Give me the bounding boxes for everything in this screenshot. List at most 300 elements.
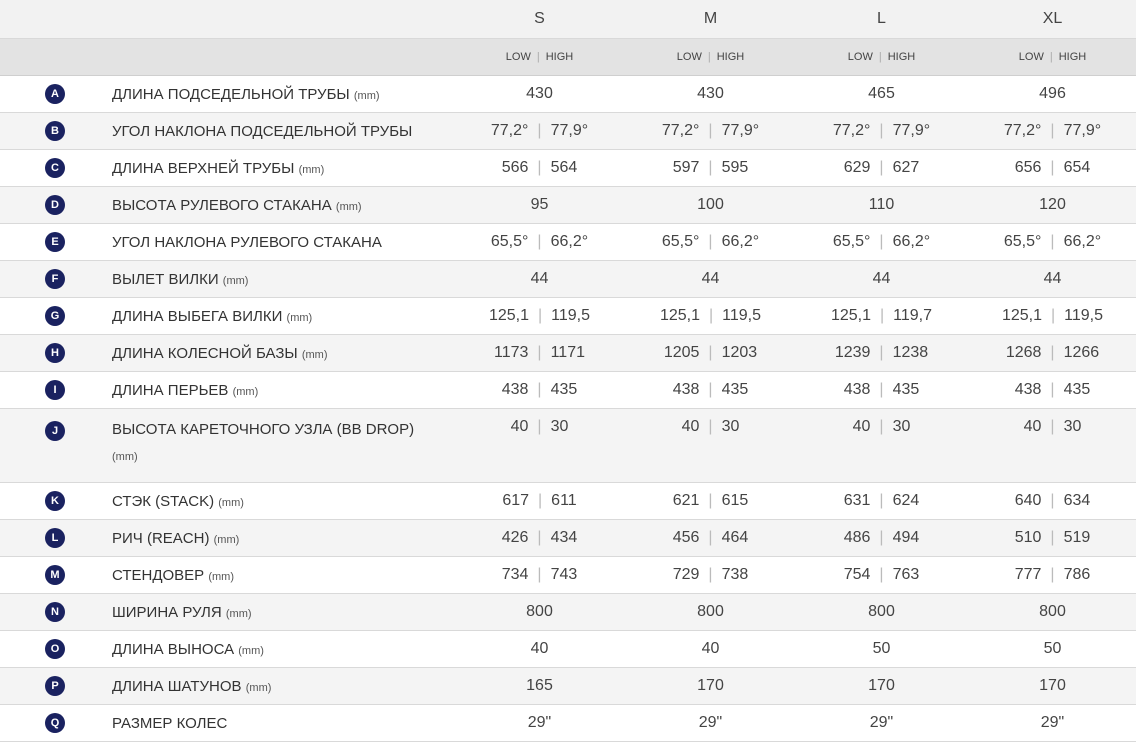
measurement-name-cell [112, 409, 454, 483]
measurement-name-cell [112, 113, 454, 150]
value-cell [967, 372, 1136, 409]
size-header-row [0, 0, 1136, 39]
low-high-pair [502, 381, 578, 399]
value-cell [967, 335, 1136, 372]
value-cell [625, 557, 796, 594]
size-header-xl: XL [967, 0, 1136, 39]
value-cell [625, 298, 796, 335]
measurement-name-cell [112, 483, 454, 520]
low-value: 617 [502, 492, 530, 509]
low-value: 40 [1023, 418, 1042, 435]
measurement-name: ДЛИНА ВЫБЕГА ВИЛКИ [112, 307, 283, 325]
value-cell [454, 705, 625, 742]
table-row [0, 224, 1136, 261]
measurement-name-cell [112, 520, 454, 557]
low-value: 486 [843, 529, 871, 546]
measurement-name: СТЭК (STACK) [112, 492, 215, 510]
badge-cell [0, 409, 112, 483]
value: 170 [868, 677, 895, 694]
low-high-pair [494, 344, 585, 362]
divider: | [1050, 418, 1055, 435]
row-letter-badge: H [45, 343, 65, 363]
value-cell [625, 372, 796, 409]
value-cell [454, 594, 625, 631]
high-label: HIGH [545, 51, 574, 63]
value-cell [967, 187, 1136, 224]
low-high-pair [833, 233, 930, 251]
row-letter-badge: P [45, 676, 65, 696]
high-value: 494 [892, 529, 920, 546]
size-header-l: L [796, 0, 967, 39]
value: 44 [1043, 270, 1062, 287]
measurement-name: ВЫСОТА РУЛЕВОГО СТАКАНА [112, 196, 332, 214]
high-value: 119,5 [1064, 307, 1104, 324]
value-cell [796, 631, 967, 668]
divider: | [707, 51, 711, 63]
badge-cell [0, 520, 112, 557]
low-high-pair [1024, 417, 1082, 437]
header-empty-cell [0, 39, 112, 76]
low-high-pair [489, 307, 590, 325]
high-value: 786 [1063, 566, 1091, 583]
low-high-pair [1004, 122, 1101, 140]
value: 800 [697, 603, 724, 620]
low-value: 656 [1014, 159, 1042, 176]
divider: | [1050, 492, 1055, 509]
low-high-header [625, 39, 796, 76]
table-row [0, 594, 1136, 631]
value: 110 [868, 196, 895, 213]
measurement-name: ДЛИНА ШАТУНОВ [112, 677, 242, 695]
divider: | [709, 307, 714, 324]
low-value: 125,1 [830, 307, 872, 324]
value-cell [967, 557, 1136, 594]
low-high-pair [844, 566, 920, 584]
unit-label: (mm) [208, 570, 235, 583]
row-letter-badge: C [45, 158, 65, 178]
unit-label: (mm) [335, 200, 362, 213]
low-value: 65,5° [661, 233, 700, 250]
table-row [0, 557, 1136, 594]
value-cell [454, 335, 625, 372]
table-row [0, 150, 1136, 187]
high-value: 519 [1063, 529, 1091, 546]
value: 800 [526, 603, 553, 620]
value: 430 [526, 85, 553, 102]
badge-cell [0, 631, 112, 668]
low-high-pair [491, 233, 588, 251]
value: 465 [868, 85, 895, 102]
measurement-name-cell [112, 594, 454, 631]
value-cell [454, 557, 625, 594]
value: 50 [872, 640, 891, 657]
value: 29" [698, 714, 723, 731]
high-value: 434 [550, 529, 578, 546]
value: 29" [869, 714, 894, 731]
divider: | [708, 159, 713, 176]
divider: | [537, 566, 542, 583]
value-cell [796, 298, 967, 335]
measurement-name: ВЫСОТА КАРЕТОЧНОГО УЗЛА (BB DROP) [112, 421, 415, 438]
value-cell [625, 594, 796, 631]
high-value: 66,2° [1063, 233, 1102, 250]
unit-label: (mm) [245, 681, 272, 694]
divider: | [708, 344, 713, 361]
value-cell [967, 224, 1136, 261]
divider: | [708, 566, 713, 583]
measurement-name-cell [112, 668, 454, 705]
measurement-name: ДЛИНА КОЛЕСНОЙ БАЗЫ [112, 344, 298, 362]
table-row [0, 187, 1136, 224]
divider: | [1051, 307, 1056, 324]
high-value: 77,9° [721, 122, 760, 139]
value-cell [625, 409, 796, 483]
high-label: HIGH [716, 51, 745, 63]
low-value: 426 [501, 529, 529, 546]
high-value: 66,2° [721, 233, 760, 250]
low-high-pair [660, 307, 761, 325]
low-high-pair [682, 417, 740, 437]
measurement-name: УГОЛ НАКЛОНА РУЛЕВОГО СТАКАНА [112, 233, 382, 251]
low-high-pair [502, 529, 578, 547]
low-high-header-row [0, 39, 1136, 76]
value-cell [454, 187, 625, 224]
value: 29" [1040, 714, 1065, 731]
table-row [0, 261, 1136, 298]
divider: | [1050, 529, 1055, 546]
low-value: 631 [843, 492, 871, 509]
divider: | [1050, 381, 1055, 398]
value-cell [796, 76, 967, 113]
value-cell [625, 668, 796, 705]
divider: | [1050, 566, 1055, 583]
table-row [0, 372, 1136, 409]
value: 44 [530, 270, 549, 287]
low-high-pair [1002, 307, 1103, 325]
high-value: 66,2° [550, 233, 589, 250]
divider: | [1050, 344, 1055, 361]
low-high-pair [844, 492, 920, 510]
divider: | [708, 381, 713, 398]
high-value: 624 [892, 492, 920, 509]
divider: | [1049, 51, 1053, 63]
badge-cell [0, 668, 112, 705]
value: 120 [1039, 196, 1066, 213]
row-letter-badge: A [45, 84, 65, 104]
badge-cell [0, 372, 112, 409]
low-high-pair [502, 566, 578, 584]
row-letter-badge: D [45, 195, 65, 215]
low-value: 438 [1014, 381, 1042, 398]
value-cell [454, 298, 625, 335]
row-letter-badge: M [45, 565, 65, 585]
low-value: 1239 [834, 344, 871, 361]
low-value: 566 [501, 159, 529, 176]
high-value: 435 [1063, 381, 1091, 398]
badge-cell [0, 557, 112, 594]
low-high-header [796, 39, 967, 76]
divider: | [537, 159, 542, 176]
low-value: 65,5° [1003, 233, 1042, 250]
high-value: 30 [1063, 418, 1082, 435]
value-cell [625, 335, 796, 372]
value-cell [625, 261, 796, 298]
divider: | [879, 344, 884, 361]
divider: | [1050, 159, 1055, 176]
low-high-pair [844, 159, 920, 177]
row-letter-badge: N [45, 602, 65, 622]
low-value: 629 [843, 159, 871, 176]
low-value: 777 [1014, 566, 1042, 583]
divider: | [708, 529, 713, 546]
unit-label: (mm) [232, 385, 259, 398]
low-value: 510 [1014, 529, 1042, 546]
high-value: 738 [721, 566, 749, 583]
size-header-s: S [454, 0, 625, 39]
value-cell [625, 483, 796, 520]
high-value: 743 [550, 566, 578, 583]
measurement-name-cell [112, 187, 454, 224]
badge-cell [0, 224, 112, 261]
low-high-pair [673, 566, 749, 584]
high-value: 1238 [892, 344, 929, 361]
low-value: 125,1 [488, 307, 530, 324]
divider: | [879, 418, 884, 435]
high-label: HIGH [887, 51, 916, 63]
measurement-name: ДЛИНА ВЕРХНЕЙ ТРУБЫ [112, 159, 295, 177]
header-empty-cell [0, 0, 112, 39]
low-high-pair [1015, 566, 1091, 584]
divider: | [879, 492, 884, 509]
low-value: 40 [852, 418, 871, 435]
value-cell [454, 76, 625, 113]
value-cell [796, 668, 967, 705]
value-cell [796, 224, 967, 261]
low-high-pair [673, 529, 749, 547]
low-label: LOW [847, 51, 873, 63]
low-high-pair [673, 159, 749, 177]
high-value: 119,5 [722, 307, 762, 324]
measurement-name: ШИРИНА РУЛЯ [112, 603, 222, 621]
low-high-pair [491, 122, 588, 140]
low-high-pair [1015, 159, 1091, 177]
value-cell [454, 372, 625, 409]
low-high-pair [662, 233, 759, 251]
low-high-pair [662, 122, 759, 140]
low-value: 438 [501, 381, 529, 398]
badge-cell [0, 187, 112, 224]
low-high-pair [844, 381, 920, 399]
value: 496 [1039, 85, 1066, 102]
measurement-name-cell [112, 372, 454, 409]
divider: | [537, 233, 542, 250]
badge-cell [0, 298, 112, 335]
value-cell [796, 261, 967, 298]
value: 29" [527, 714, 552, 731]
high-value: 77,9° [550, 122, 589, 139]
value-cell [625, 224, 796, 261]
low-high-pair [844, 529, 920, 547]
unit-label: (mm) [112, 451, 138, 463]
value-cell [454, 483, 625, 520]
high-value: 634 [1063, 492, 1091, 509]
value-cell [454, 668, 625, 705]
measurement-name-cell [112, 335, 454, 372]
unit-label: (mm) [353, 89, 380, 102]
high-value: 435 [550, 381, 578, 398]
divider: | [879, 566, 884, 583]
measurement-name-cell [112, 631, 454, 668]
high-value: 564 [550, 159, 578, 176]
low-high-pair [1015, 492, 1091, 510]
value-cell [796, 409, 967, 483]
low-high-pair [1006, 344, 1099, 362]
value-cell [454, 409, 625, 483]
low-value: 1205 [663, 344, 700, 361]
high-value: 611 [551, 492, 577, 509]
divider: | [708, 122, 713, 139]
value-cell [796, 520, 967, 557]
value: 800 [868, 603, 895, 620]
value-cell [967, 668, 1136, 705]
badge-cell [0, 261, 112, 298]
unit-label: (mm) [286, 311, 313, 324]
value: 170 [697, 677, 724, 694]
value-cell [625, 113, 796, 150]
measurement-name-cell [112, 298, 454, 335]
row-letter-badge: F [45, 269, 65, 289]
unit-label: (mm) [301, 348, 328, 361]
badge-cell [0, 335, 112, 372]
value: 800 [1039, 603, 1066, 620]
value-cell [796, 594, 967, 631]
divider: | [1050, 122, 1055, 139]
high-label: HIGH [1058, 51, 1087, 63]
low-high-header [967, 39, 1136, 76]
value: 44 [872, 270, 891, 287]
table-row [0, 298, 1136, 335]
divider: | [538, 492, 543, 509]
measurement-name-cell [112, 705, 454, 742]
value-cell [454, 261, 625, 298]
value-cell [625, 631, 796, 668]
high-value: 435 [892, 381, 920, 398]
row-letter-badge: E [45, 232, 65, 252]
divider: | [537, 381, 542, 398]
low-high-pair [673, 381, 749, 399]
low-value: 456 [672, 529, 700, 546]
badge-cell [0, 594, 112, 631]
low-high-pair [1015, 529, 1091, 547]
value-cell [967, 409, 1136, 483]
value-cell [796, 557, 967, 594]
value: 170 [1039, 677, 1066, 694]
low-high-pair [853, 417, 911, 437]
row-letter-badge: B [45, 121, 65, 141]
measurement-name: ДЛИНА ПОДСЕДЕЛЬНОЙ ТРУБЫ [112, 85, 350, 103]
row-letter-badge: I [45, 380, 65, 400]
high-value: 464 [721, 529, 749, 546]
value-cell [625, 187, 796, 224]
row-letter-badge: O [45, 639, 65, 659]
row-letter-badge: Q [45, 713, 65, 733]
low-high-pair [1004, 233, 1101, 251]
divider: | [537, 122, 542, 139]
value-cell [967, 594, 1136, 631]
value: 40 [530, 640, 549, 657]
divider: | [708, 492, 713, 509]
low-value: 438 [843, 381, 871, 398]
low-value: 77,2° [1003, 122, 1042, 139]
divider: | [537, 344, 542, 361]
low-value: 77,2° [490, 122, 529, 139]
low-value: 734 [501, 566, 529, 583]
high-value: 119,7 [893, 307, 933, 324]
divider: | [708, 418, 713, 435]
value-cell [454, 113, 625, 150]
unit-label: (mm) [218, 496, 244, 509]
value-cell [454, 224, 625, 261]
value: 165 [526, 677, 553, 694]
low-high-pair [833, 122, 930, 140]
unit-label: (mm) [225, 607, 252, 620]
value-cell [967, 113, 1136, 150]
value: 50 [1043, 640, 1062, 657]
low-value: 597 [672, 159, 700, 176]
value: 100 [697, 196, 724, 213]
badge-cell [0, 705, 112, 742]
low-value: 77,2° [661, 122, 700, 139]
value-cell [796, 372, 967, 409]
divider: | [879, 159, 884, 176]
badge-cell [0, 483, 112, 520]
high-value: 654 [1063, 159, 1091, 176]
low-high-pair [673, 492, 749, 510]
value-cell [796, 483, 967, 520]
measurement-name-cell [112, 76, 454, 113]
table-row [0, 483, 1136, 520]
value-cell [967, 520, 1136, 557]
divider: | [880, 307, 885, 324]
value-cell [796, 150, 967, 187]
low-high-pair [831, 307, 932, 325]
value-cell [625, 520, 796, 557]
low-value: 438 [672, 381, 700, 398]
value-cell [796, 113, 967, 150]
high-value: 763 [892, 566, 920, 583]
badge-cell [0, 150, 112, 187]
measurement-name-cell [112, 224, 454, 261]
divider: | [1050, 233, 1055, 250]
unit-label: (mm) [238, 644, 264, 657]
low-value: 125,1 [659, 307, 701, 324]
low-high-pair [502, 159, 578, 177]
value-cell [967, 298, 1136, 335]
low-value: 729 [672, 566, 700, 583]
divider: | [538, 307, 543, 324]
low-label: LOW [1018, 51, 1044, 63]
table-row [0, 76, 1136, 113]
high-value: 595 [721, 159, 749, 176]
divider: | [878, 51, 882, 63]
row-letter-badge: J [45, 421, 65, 441]
table-row [0, 668, 1136, 705]
measurement-name: РИЧ (REACH) [112, 529, 210, 547]
measurement-name: РАЗМЕР КОЛЕС [112, 714, 228, 732]
low-value: 77,2° [832, 122, 871, 139]
value-cell [967, 150, 1136, 187]
low-value: 621 [672, 492, 700, 509]
